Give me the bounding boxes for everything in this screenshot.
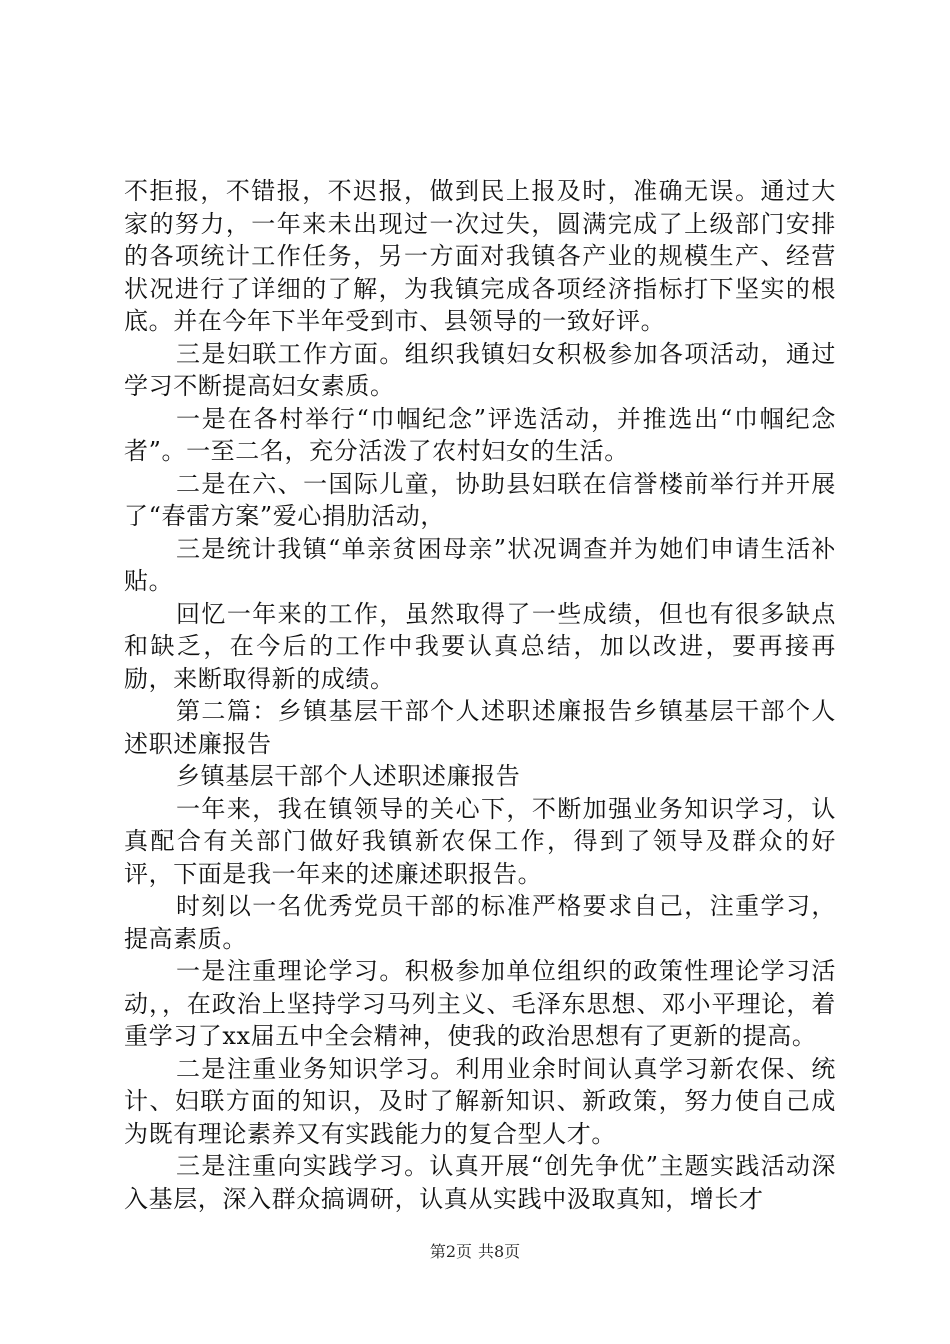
paragraph: 一年来，我在镇领导的关心下，不断加强业务知识学习，认真配合有关部门做好我镇新农保工作，得到了领导及群众的好评，下面是我一年来的述廉述职报告。 — [124, 794, 836, 888]
page-number: 第2页 — [429, 1242, 472, 1261]
page-total: 共8页 — [478, 1242, 521, 1261]
paragraph: 时刻以一名优秀党员干部的标准严格要求自己，注重学习，提高素质。 — [124, 892, 836, 953]
document-body — [124, 175, 836, 1215]
paragraph: 三是妇联工作方面。组织我镇妇女积极参加各项活动，通过学习不断提高妇女素质。 — [124, 339, 836, 400]
paragraph: 三是注重向实践学习。认真开展“创先争优”主题实践活动深入基层，深入群众搞调研，认真从实践中汲取真知，增长才 — [124, 1152, 836, 1213]
paragraph: 二是注重业务知识学习。利用业余时间认真学习新农保、统计、妇联方面的知识，及时了解新知识、新政策，努力使自己成为既有理论素养又有实践能力的复合型人才。 — [124, 1054, 836, 1148]
paragraph: 第二篇：乡镇基层干部个人述职述廉报告乡镇基层干部个人述职述廉报告 — [124, 697, 836, 758]
paragraph: 三是统计我镇“单亲贫困母亲”状况调查并为她们申请生活补贴。 — [124, 534, 836, 595]
paragraph: 不拒报，不错报，不迟报，做到民上报及时，准确无误。通过大家的努力，一年来未出现过一次过失，圆满完成了上级部门安排的各项统计工作任务，另一方面对我镇各产业的规模生产、经营状况进行了详细的了解，为我镇完成各项经济指标打下坚实的根底。并在今年下半年受到市、县领导的一致好评。 — [124, 177, 836, 335]
paragraph: 乡镇基层干部个人述职述廉报告 — [176, 762, 521, 790]
paragraph: 一是在各村举行“巾帼纪念”评选活动，并推选出“巾帼纪念者”。一至二名，充分活泼了农村妇女的生活。 — [124, 404, 836, 465]
page-footer — [0, 1242, 950, 1262]
paragraph: 一是注重理论学习。积极参加单位组织的政策性理论学习活动，，在政治上坚持学习马列主义、毛泽东思想、邓小平理论，着重学习了xx届五中全会精神，使我的政治思想有了更新的提高。 — [124, 957, 836, 1050]
paragraph: 回忆一年来的工作，虽然取得了一些成绩，但也有很多缺点和缺乏，在今后的工作中我要认真总结，加以改进，要再接再励，来断取得新的成绩。 — [124, 599, 836, 693]
paragraph: 二是在六、一国际儿童，协助县妇联在信誉楼前举行并开展了“春雷方案”爱心捐肋活动， — [124, 469, 836, 530]
